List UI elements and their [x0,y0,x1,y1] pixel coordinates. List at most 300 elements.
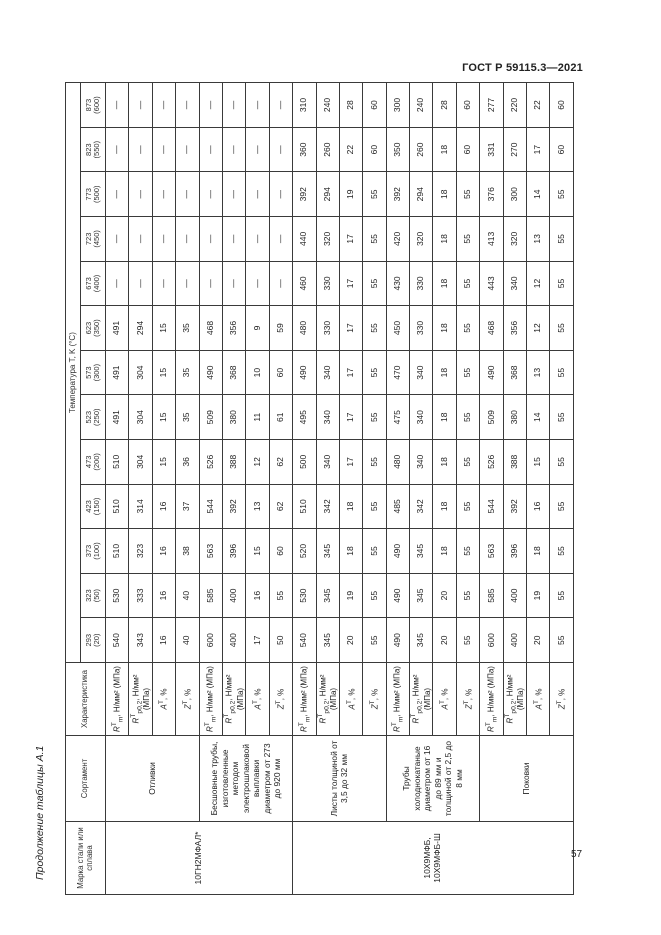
cell-value: 55 [456,306,479,351]
cell-value: 300 [503,172,526,217]
char-superscript: T [410,713,418,718]
char-superscript: T [158,700,166,705]
cell-value: 368 [503,350,526,395]
cell-value: 294 [129,306,152,351]
cell-characteristic [527,663,550,736]
cell-characteristic [456,663,479,736]
char-unit: , % [440,688,450,701]
cell-value: 388 [222,440,245,485]
cell-value: 450 [386,306,409,351]
cell-value: 510 [106,484,129,529]
header-temp-293 [81,618,106,663]
cell-value: 491 [106,350,129,395]
cell-characteristic [293,663,316,736]
cell-value: 490 [293,350,316,395]
cell-value: 55 [363,350,386,395]
cell-value: 340 [410,350,433,395]
cell-value: 356 [222,306,245,351]
temp-kelvin: 623 [84,321,94,335]
cell-characteristic [222,663,245,736]
cell-value: 19 [339,573,362,618]
char-superscript: T [504,713,512,718]
cell-characteristic [550,663,573,736]
cell-value: 376 [480,172,503,217]
cell-value: — [106,172,129,217]
cell-value: 392 [386,172,409,217]
cell-value: 19 [527,573,550,618]
cell-value: 330 [316,261,339,306]
cell-value: 220 [503,83,526,128]
cell-value: 240 [410,83,433,128]
cell-value: 526 [199,440,222,485]
cell-value: — [152,172,175,217]
cell-value: 396 [503,529,526,574]
cell-value: 314 [129,484,152,529]
header-temperature: Температура T, K (°C) [66,83,81,663]
header-temp-423 [81,484,106,529]
char-superscript: T [345,700,353,705]
cell-value: — [129,83,152,128]
cell-value: 320 [410,217,433,262]
cell-value: 509 [199,395,222,440]
cell-value: 260 [410,127,433,172]
cell-value: 585 [480,573,503,618]
cell-value: 38 [176,529,199,574]
cell-value: 55 [456,484,479,529]
cell-value: — [269,261,292,306]
cell-value: 14 [527,172,550,217]
cell-characteristic [176,663,199,736]
cell-value: 35 [176,350,199,395]
cell-value: 40 [176,573,199,618]
table-row [293,83,316,895]
cell-value: 520 [293,529,316,574]
cell-value: 510 [293,484,316,529]
cell-value: 342 [316,484,339,529]
char-superscript: T [391,722,399,727]
temp-kelvin: 573 [84,366,94,379]
cell-value: 55 [363,573,386,618]
temp-kelvin: 473 [84,455,94,469]
cell-value: 13 [527,217,550,262]
cell-value: — [246,127,269,172]
cell-value: 340 [503,261,526,306]
cell-value: 340 [316,440,339,485]
cell-value: 20 [339,618,362,663]
table-row [480,83,503,895]
char-unit: , Н/мм² (МПа) [505,674,526,711]
cell-value: 440 [293,217,316,262]
char-unit: , Н/мм² (МПа) [112,666,122,717]
cell-value: 356 [503,306,526,351]
cell-value: 55 [550,172,573,217]
cell-value: — [222,127,245,172]
temp-celsius: (550) [92,140,101,159]
cell-value: — [152,261,175,306]
temp-celsius: (150) [92,497,101,516]
cell-value: — [199,127,222,172]
cell-value: 392 [503,484,526,529]
cell-value: 62 [269,484,292,529]
cell-value: — [222,172,245,217]
cell-value: 491 [106,395,129,440]
cell-value: 18 [433,306,456,351]
table-header-row [66,83,81,895]
char-symbol: R [318,717,328,724]
cell-value: 400 [503,573,526,618]
cell-value: 396 [222,529,245,574]
cell-value: 55 [456,350,479,395]
cell-value: — [246,83,269,128]
cell-value: 40 [176,618,199,663]
char-symbol: A [440,704,450,710]
cell-value: 294 [410,172,433,217]
cell-value: 330 [410,306,433,351]
cell-value: — [106,83,129,128]
header-assortment: Сортамент [66,736,106,822]
header-temp-323 [81,573,106,618]
cell-value: 490 [199,350,222,395]
cell-value: — [199,83,222,128]
cell-value: 15 [527,440,550,485]
cell-characteristic [106,663,129,736]
cell-value: 470 [386,350,409,395]
char-symbol: R [112,726,122,732]
cell-assortment: Поковки [480,736,574,822]
cell-value: 343 [129,618,152,663]
cell-value: 443 [480,261,503,306]
char-superscript: T [368,700,376,705]
char-symbol: R [505,717,515,724]
header-temp-673 [81,261,106,306]
cell-value: 277 [480,83,503,128]
cell-value: 15 [152,350,175,395]
cell-value: 18 [433,484,456,529]
cell-value: 260 [316,127,339,172]
temp-kelvin: 373 [84,544,94,558]
cell-value: 380 [503,395,526,440]
table-row [199,83,222,895]
cell-value: 13 [527,350,550,395]
temp-celsius: (350) [92,319,101,337]
cell-characteristic [480,663,503,736]
char-symbol: A [253,704,263,710]
cell-value: 544 [480,484,503,529]
cell-value: 345 [410,573,433,618]
table-caption: Продолжение таблицы А.1 [34,745,46,880]
header-grade: Марка стали или сплава [66,822,106,895]
header-temp-523 [81,395,106,440]
table-row [386,83,409,895]
cell-value: 491 [106,306,129,351]
char-unit: , Н/мм² (МПа) [299,666,309,717]
char-symbol: R [299,726,309,732]
cell-value: 55 [363,261,386,306]
cell-value: — [176,217,199,262]
rotated-table-wrapper [65,93,567,895]
cell-value: — [269,172,292,217]
temp-celsius: (250) [92,408,101,426]
char-symbol: R [205,726,215,732]
cell-value: 413 [480,217,503,262]
cell-value: 340 [316,350,339,395]
table-body [106,83,574,895]
char-subscript: m [210,716,218,723]
cell-value: 345 [316,573,339,618]
cell-value: 320 [316,217,339,262]
cell-characteristic [269,663,292,736]
char-unit: , % [464,688,474,701]
cell-value: 9 [246,306,269,351]
char-symbol: A [534,704,544,710]
cell-value: — [106,217,129,262]
cell-value: 60 [550,127,573,172]
cell-value: 55 [550,306,573,351]
temp-celsius: (200) [92,453,101,471]
cell-value: 345 [316,529,339,574]
cell-value: — [269,83,292,128]
char-symbol: Z [277,704,287,710]
cell-value: 300 [386,83,409,128]
char-superscript: T [462,700,470,705]
cell-value: 480 [386,440,409,485]
cell-value: 563 [480,529,503,574]
cell-value: 18 [433,217,456,262]
cell-value: 61 [269,395,292,440]
cell-value: 585 [199,573,222,618]
cell-value: 55 [363,172,386,217]
char-unit: , % [534,688,544,701]
cell-value: 18 [527,529,550,574]
cell-value: 10 [246,350,269,395]
properties-table [65,82,574,895]
cell-value: — [129,261,152,306]
temp-kelvin: 723 [84,232,94,246]
cell-value: 345 [410,618,433,663]
char-superscript: T [532,700,540,705]
cell-value: 12 [527,261,550,306]
temp-kelvin: 293 [84,633,94,647]
cell-value: 420 [386,217,409,262]
cell-value: 380 [222,395,245,440]
cell-value: 490 [386,618,409,663]
cell-value: 544 [199,484,222,529]
char-unit: , Н/мм² (МПа) [486,666,496,717]
cell-value: 345 [410,529,433,574]
page-number: 57 [571,849,583,860]
char-unit: , % [370,688,380,701]
cell-value: 18 [433,395,456,440]
cell-value: 28 [339,83,362,128]
cell-value: 55 [363,529,386,574]
header-temp-773 [81,172,106,217]
char-symbol: Z [464,704,474,710]
cell-value: 342 [410,484,433,529]
cell-value: — [176,172,199,217]
cell-value: 59 [269,306,292,351]
char-unit: , % [253,688,263,701]
cell-value: — [152,83,175,128]
char-symbol: A [347,704,357,710]
cell-value: 17 [339,440,362,485]
cell-value: 36 [176,440,199,485]
temp-kelvin: 873 [84,98,94,112]
cell-value: 526 [480,440,503,485]
cell-value: 55 [456,395,479,440]
cell-grade: 10ГН2МФАЛ* [106,822,293,895]
cell-value: 17 [246,618,269,663]
cell-value: 509 [480,395,503,440]
char-unit: , % [347,688,357,701]
cell-value: — [199,172,222,217]
cell-value: 18 [433,440,456,485]
cell-value: 55 [456,529,479,574]
header-temp-823 [81,127,106,172]
char-symbol: A [160,704,170,710]
cell-value: — [176,261,199,306]
cell-value: 12 [246,440,269,485]
cell-value: 530 [106,573,129,618]
cell-value: 17 [339,306,362,351]
cell-value: 13 [246,484,269,529]
char-unit: , % [160,688,170,701]
cell-value: 50 [269,618,292,663]
cell-value: 16 [152,484,175,529]
char-unit: , % [277,688,287,701]
cell-value: 17 [527,127,550,172]
cell-value: 55 [456,172,479,217]
char-subscript: p0,2 [136,700,144,714]
cell-value: 468 [480,306,503,351]
cell-value: 485 [386,484,409,529]
char-superscript: T [181,700,189,705]
header-temp-373 [81,529,106,574]
cell-value: 14 [527,395,550,440]
char-superscript: T [223,713,231,718]
cell-value: 60 [269,529,292,574]
cell-value: 18 [433,261,456,306]
cell-value: 460 [293,261,316,306]
cell-value: 388 [503,440,526,485]
temp-celsius: (300) [92,363,101,382]
cell-value: 18 [339,484,362,529]
char-symbol: R [131,717,141,724]
cell-value: 430 [386,261,409,306]
cell-value: 330 [316,306,339,351]
temp-kelvin: 523 [84,410,94,424]
cell-value: 15 [152,395,175,440]
cell-value: 400 [503,618,526,663]
char-superscript: T [556,700,564,705]
cell-value: 55 [550,217,573,262]
cell-value: 55 [550,529,573,574]
char-symbol: R [392,726,402,732]
cell-value: 340 [410,440,433,485]
cell-characteristic [129,663,152,736]
cell-assortment: Бесшовные трубы, изготовленные методом электрошлаковой выплавки диаметром от 273 до 920 мм [199,736,293,822]
header-temp-473 [81,440,106,485]
temp-celsius: (100) [92,542,101,560]
cell-value: — [176,83,199,128]
cell-value: 55 [550,573,573,618]
char-symbol: R [486,726,496,732]
char-subscript: p0,2 [323,700,331,714]
cell-value: — [106,127,129,172]
cell-value: 15 [152,306,175,351]
cell-value: 400 [222,618,245,663]
cell-assortment: Трубы холоднокатаные диаметром от 16 до 89 мм и толщиной от 2,5 до 8 мм [386,736,480,822]
document-code: ГОСТ Р 59115.3—2021 [462,62,583,74]
cell-value: 16 [152,618,175,663]
cell-grade: 10Х9МФБ, 10Х9МФБ-Ш [293,822,574,895]
cell-value: 340 [316,395,339,440]
cell-value: 330 [410,261,433,306]
cell-value: — [246,172,269,217]
cell-characteristic [363,663,386,736]
cell-value: 20 [433,573,456,618]
cell-value: 16 [527,484,550,529]
cell-value: 55 [456,261,479,306]
temp-celsius: (20) [92,633,101,647]
cell-value: 350 [386,127,409,172]
cell-value: 55 [456,573,479,618]
char-superscript: T [484,722,492,727]
char-superscript: T [110,722,118,727]
cell-value: 16 [152,529,175,574]
cell-characteristic [199,663,222,736]
cell-value: 17 [339,261,362,306]
cell-characteristic [433,663,456,736]
cell-value: — [152,127,175,172]
cell-assortment: Отливки [106,736,200,822]
cell-value: 55 [363,306,386,351]
cell-value: — [246,217,269,262]
cell-value: 304 [129,395,152,440]
header-temp-723 [81,217,106,262]
char-symbol: Z [557,704,567,710]
cell-value: — [129,217,152,262]
cell-value: 240 [316,83,339,128]
cell-value: 600 [199,618,222,663]
cell-value: 563 [199,529,222,574]
cell-value: 340 [410,395,433,440]
char-unit: , Н/мм² (МПа) [318,674,339,711]
temp-celsius: (450) [92,230,101,248]
char-symbol: R [224,717,234,724]
char-symbol: Z [183,704,193,710]
table-row [106,83,129,895]
cell-characteristic [152,663,175,736]
cell-value: 60 [550,83,573,128]
cell-value: 62 [269,440,292,485]
cell-characteristic [503,663,526,736]
cell-characteristic [386,663,409,736]
cell-value: 331 [480,127,503,172]
char-subscript: m [116,716,124,723]
cell-value: 392 [293,172,316,217]
char-unit: , Н/мм² (МПа) [205,666,215,717]
cell-value: 345 [316,618,339,663]
cell-value: — [222,261,245,306]
char-unit: , % [183,688,193,701]
cell-characteristic [246,663,269,736]
cell-value: 16 [152,573,175,618]
temp-celsius: (50) [92,588,101,603]
char-subscript: m [397,716,405,723]
cell-value: 18 [433,350,456,395]
cell-value: 310 [293,83,316,128]
cell-value: — [246,261,269,306]
